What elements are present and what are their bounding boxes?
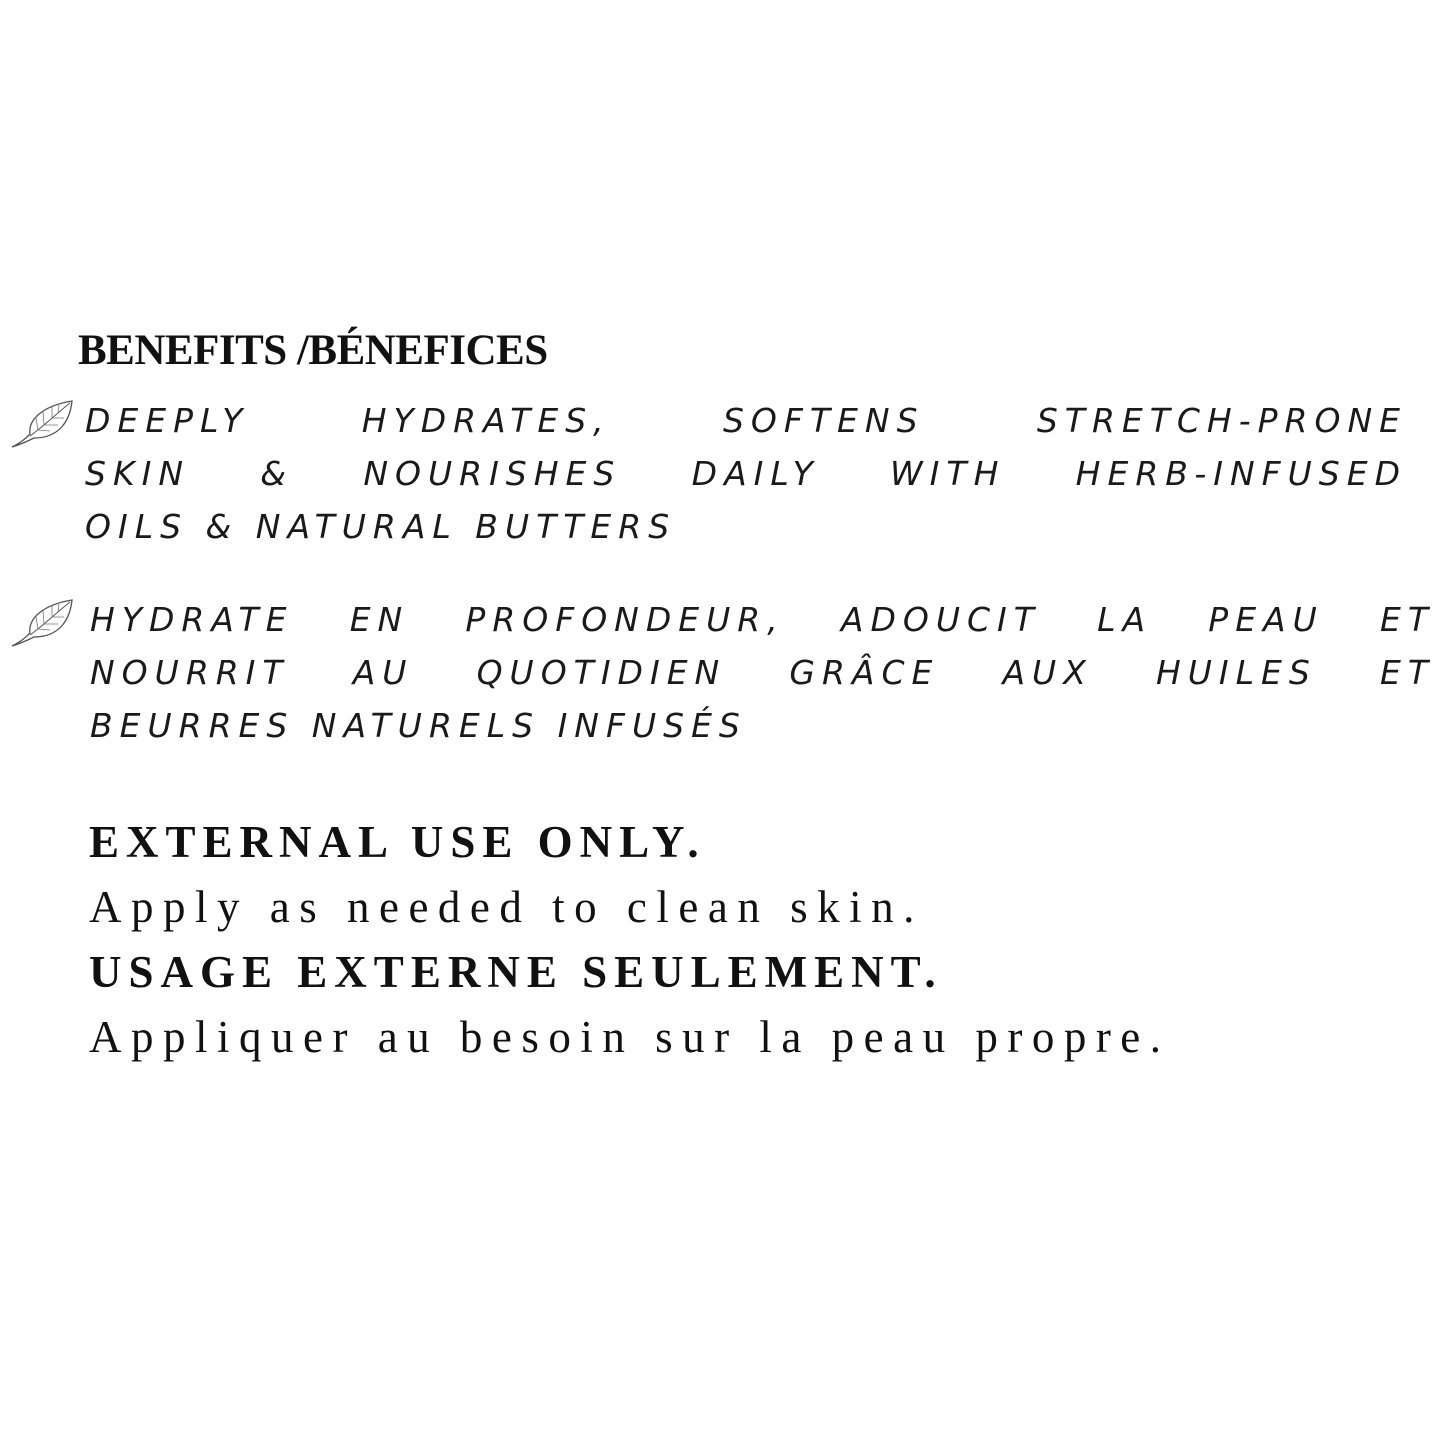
benefit-french: [90, 593, 1435, 752]
benefit-line: BEURRES NATURELS INFUSÉS: [90, 706, 747, 745]
external-use-warning-fr: USAGE EXTERNE SEULEMENT.: [89, 947, 943, 997]
leaf-icon: [8, 398, 76, 450]
benefit-english: [85, 394, 1407, 553]
external-use-warning-en: EXTERNAL USE ONLY.: [89, 817, 706, 867]
benefit-line: DEEPLY HYDRATES, SOFTENS STRETCH-PRONE: [85, 401, 1407, 440]
instructions-en: Apply as needed to clean skin.: [89, 882, 924, 932]
instructions-fr: Appliquer au besoin sur la peau propre.: [89, 1012, 1171, 1062]
leaf-icon: [8, 597, 76, 649]
usage-instructions: [89, 810, 1171, 1070]
benefit-line: HYDRATE EN PROFONDEUR, ADOUCIT LA PEAU ET: [90, 600, 1435, 639]
benefit-line: OILS & NATURAL BUTTERS: [85, 507, 677, 546]
benefits-heading: BENEFITS /BÉNEFICES: [78, 327, 548, 374]
benefit-line: NOURRIT AU QUOTIDIEN GRÂCE AUX HUILES ET: [90, 653, 1435, 692]
benefit-line: SKIN & NOURISHES DAILY WITH HERB-INFUSED: [85, 454, 1407, 493]
